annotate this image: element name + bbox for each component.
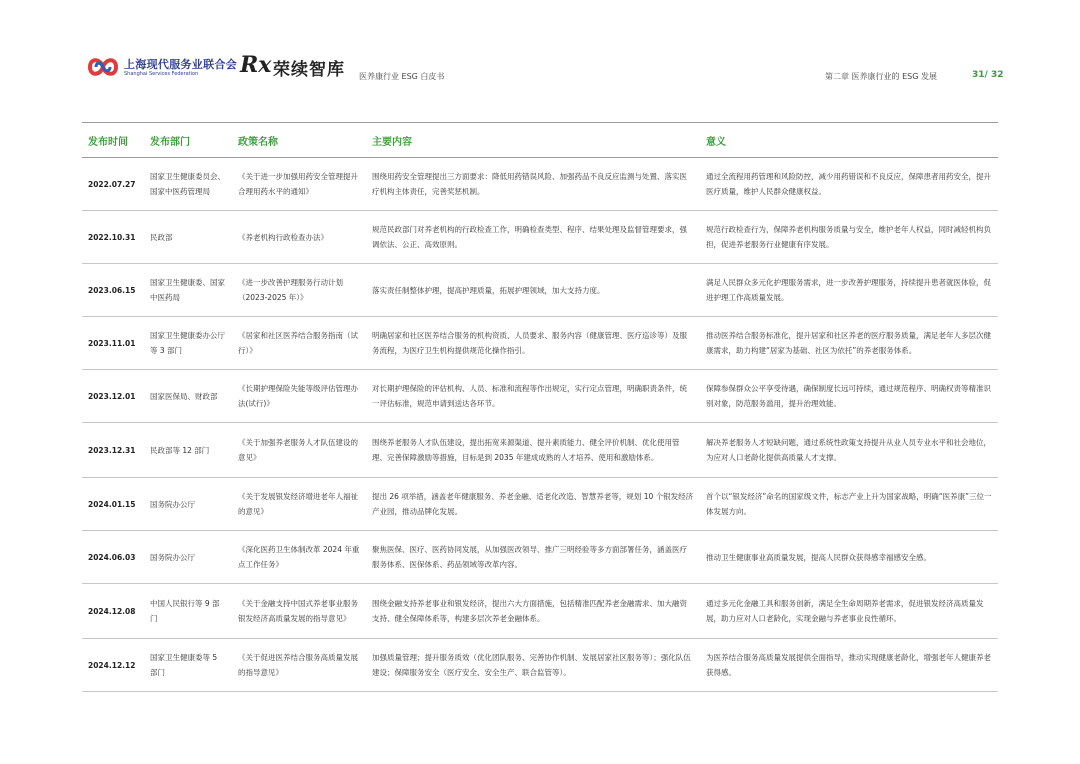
cell-policy: 《长期护理保险失能等级评估管理办法(试行)》 [232, 370, 366, 423]
document-title: 医养康行业 ESG 白皮书 [359, 72, 445, 81]
cell-content: 对长期护理保险的评估机构、人员、标准和流程等作出规定，实行定点管理，明确职责条件，统一评估标准，规范申请到送达各环节。 [366, 370, 700, 423]
column-header-content: 主要内容 [366, 123, 700, 158]
cell-policy: 《深化医药卫生体制改革 2024 年重点工作任务》 [232, 531, 366, 584]
column-header-significance: 意义 [700, 123, 998, 158]
cell-content: 落实责任制整体护理，提高护理质量，拓展护理领域，加大支持力度。 [366, 264, 700, 317]
page-number: 31/ 32 [972, 70, 1004, 80]
cell-significance: 解决养老服务人才短缺问题，通过系统性政策支持提升从业人员专业水平和社会地位，为应对人口老龄化提供高质量人才支撑。 [700, 423, 998, 478]
cell-department: 国家卫生健康委办公厅等 3 部门 [144, 317, 232, 370]
cell-date: 2023.06.15 [82, 264, 144, 317]
cell-policy: 《关于进一步加强用药安全管理提升合理用药水平的通知》 [232, 158, 366, 211]
cell-content: 提出 26 项举措，涵盖老年健康服务、养老金融、适老化改造、智慧养老等，规划 10 个银发经济产业园，推动品牌化发展。 [366, 478, 700, 531]
cell-policy: 《进一步改善护理服务行动计划（2023-2025 年）》 [232, 264, 366, 317]
cell-department: 国家卫生健康委、国家中医药局 [144, 264, 232, 317]
rongxu-think-tank-logo [240, 52, 350, 80]
cell-date: 2023.12.31 [82, 423, 144, 478]
column-header-policy: 政策名称 [232, 123, 366, 158]
cell-date: 2024.12.12 [82, 639, 144, 692]
cell-department: 国家医保局、财政部 [144, 370, 232, 423]
page-header [0, 0, 1080, 110]
cell-date: 2022.07.27 [82, 158, 144, 211]
cell-content: 加强质量管理；提升服务质效（优化团队服务、完善协作机制、发展居家社区服务等）；强化队伍建设；保障服务安全（医疗安全、安全生产、联合监管等）。 [366, 639, 700, 692]
table-row [82, 370, 998, 423]
cell-significance: 规范行政检查行为，保障养老机构服务质量与安全，维护老年人权益，同时减轻机构负担，促进养老服务行业健康有序发展。 [700, 211, 998, 264]
table-row [82, 211, 998, 264]
table-row [82, 423, 998, 478]
cell-significance: 首个以“银发经济”命名的国家级文件，标志产业上升为国家战略，明确“医养康”三位一体发展方向。 [700, 478, 998, 531]
cell-department: 中国人民银行等 9 部门 [144, 584, 232, 639]
table-row [82, 478, 998, 531]
cell-department: 民政部等 12 部门 [144, 423, 232, 478]
table-row [82, 264, 998, 317]
cell-content: 规范民政部门对养老机构的行政检查工作，明确检查类型、程序、结果处理及监督管理要求，强调依法、公正、高效原则。 [366, 211, 700, 264]
cell-policy: 《关于发展银发经济增进老年人福祉的意见》 [232, 478, 366, 531]
cell-significance: 满足人民群众多元化护理服务需求，进一步改善护理服务，持续提升患者就医体验，促进护理工作高质量发展。 [700, 264, 998, 317]
federation-emblem-icon [86, 54, 120, 80]
cell-date: 2023.12.01 [82, 370, 144, 423]
cell-significance: 推动医养结合服务标准化，提升居家和社区养老的医疗服务质量，满足老年人多层次健康需求，助力构建“居家为基础、社区为依托”的养老服务体系。 [700, 317, 998, 370]
cell-department: 国家卫生健康委员会、国家中医药管理局 [144, 158, 232, 211]
cell-department: 民政部 [144, 211, 232, 264]
cell-department: 国家卫生健康委等 5 部门 [144, 639, 232, 692]
table-row [82, 639, 998, 692]
table-header-row [82, 123, 998, 158]
federation-name-cn: 上海现代服务业联合会 [124, 58, 237, 71]
cell-date: 2022.10.31 [82, 211, 144, 264]
shanghai-services-federation-logo [86, 54, 237, 80]
cell-content: 围绕用药安全管理提出三方面要求：降低用药错误风险、加强药品不良反应监测与处置、落实医疗机构主体责任，完善奖惩机制。 [366, 158, 700, 211]
cell-content: 明确居家和社区医养结合服务的机构资质、人员要求、服务内容（健康管理、医疗巡诊等）及服务流程，为医疗卫生机构提供规范化操作指引。 [366, 317, 700, 370]
cell-date: 2024.06.03 [82, 531, 144, 584]
federation-name-en: Shanghai Services Federation [124, 71, 199, 77]
chapter-title: 第二章 医养康行业的 ESG 发展 [825, 72, 937, 81]
cell-date: 2023.11.01 [82, 317, 144, 370]
cell-policy: 《关于促进医养结合服务高质量发展的指导意见》 [232, 639, 366, 692]
cell-policy: 《关于加强养老服务人才队伍建设的意见》 [232, 423, 366, 478]
table-row [82, 531, 998, 584]
cell-significance: 保障参保群众公平享受待遇，确保制度长远可持续，通过规范程序、明确权责等精准识别对象，防范服务滥用，提升治理效能。 [700, 370, 998, 423]
column-header-department: 发布部门 [144, 123, 232, 158]
cell-policy: 《关于金融支持中国式养老事业服务银发经济高质量发展的指导意见》 [232, 584, 366, 639]
cell-date: 2024.12.08 [82, 584, 144, 639]
table-row [82, 158, 998, 211]
cell-content: 聚焦医保、医疗、医药协同发展，从加强医改领导、推广三明经验等多方面部署任务，涵盖医疗服务体系、医保体系、药品领域等改革内容。 [366, 531, 700, 584]
rx-mark-icon: Rx [240, 52, 272, 78]
table-row [82, 584, 998, 639]
cell-department: 国务院办公厅 [144, 531, 232, 584]
cell-policy: 《养老机构行政检查办法》 [232, 211, 366, 264]
cell-content: 围绕金融支持养老事业和银发经济，提出六大方面措施，包括精准匹配养老金融需求、加大融资支持、健全保障体系等，构建多层次养老金融体系。 [366, 584, 700, 639]
think-tank-name: 荣续智库 [273, 60, 345, 80]
cell-significance: 通过多元化金融工具和服务创新，满足全生命周期养老需求，促进银发经济高质量发展，助力应对人口老龄化，实现金融与养老事业良性循环。 [700, 584, 998, 639]
policy-table [82, 122, 998, 692]
cell-significance: 为医养结合服务高质量发展提供全面指导，推动实现健康老龄化，增强老年人健康养老获得感。 [700, 639, 998, 692]
column-header-date: 发布时间 [82, 123, 144, 158]
cell-policy: 《居家和社区医养结合服务指南（试行）》 [232, 317, 366, 370]
cell-date: 2024.01.15 [82, 478, 144, 531]
table-row [82, 317, 998, 370]
cell-significance: 推动卫生健康事业高质量发展，提高人民群众获得感幸福感安全感。 [700, 531, 998, 584]
cell-department: 国务院办公厅 [144, 478, 232, 531]
cell-significance: 通过全流程用药管理和风险防控，减少用药错误和不良反应，保障患者用药安全，提升医疗质量，维护人民群众健康权益。 [700, 158, 998, 211]
cell-content: 围绕养老服务人才队伍建设，提出拓宽来源渠道、提升素质能力、健全评价机制、优化使用管理、完善保障激励等措施，目标是到 2035 年建成成熟的人才培养、使用和激励体系。 [366, 423, 700, 478]
